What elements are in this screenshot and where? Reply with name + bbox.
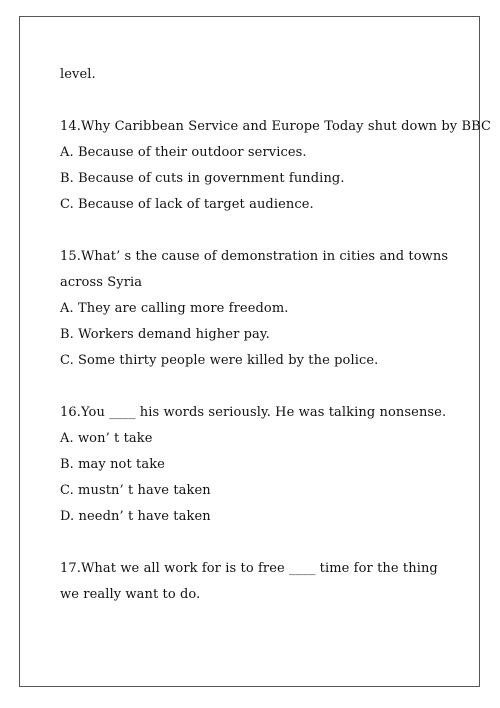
question-14-option-a: A. Because of their outdoor services.: [60, 145, 307, 160]
question-15-stem-line-2: across Syria: [60, 275, 143, 290]
question-16-option-b: B. may not take: [60, 457, 165, 472]
question-17-stem-line-1: 17.What we all work for is to free ____ time for the thing: [60, 561, 438, 576]
spacer: [60, 374, 450, 400]
question-text-block: [60, 62, 492, 608]
question-16-option-a: A. won’ t take: [60, 431, 153, 446]
question-16-option-c: C. mustn’ t have taken: [60, 483, 211, 498]
question-15-option-a: A. They are calling more freedom.: [60, 301, 289, 316]
question-15-stem-line-1: 15.What’ s the cause of demonstration in cities and towns: [60, 249, 449, 264]
spacer: [60, 88, 450, 114]
question-17-stem-line-2: we really want to do.: [60, 587, 201, 602]
question-15-option-b: B. Workers demand higher pay.: [60, 327, 270, 342]
question-14-option-b: B. Because of cuts in government funding.: [60, 171, 345, 186]
question-16-option-d: D. needn’ t have taken: [60, 509, 211, 524]
question-16-stem: 16.You ____ his words seriously. He was talking nonsense.: [60, 405, 447, 420]
spacer: [60, 530, 450, 556]
spacer: [60, 218, 450, 244]
question-15-option-c: C. Some thirty people were killed by the police.: [60, 353, 379, 368]
continued-text-line: level.: [60, 67, 96, 82]
question-14-option-c: C. Because of lack of target audience.: [60, 197, 314, 212]
question-14-stem: 14.Why Caribbean Service and Europe Today shut down by BBC: [60, 119, 492, 134]
